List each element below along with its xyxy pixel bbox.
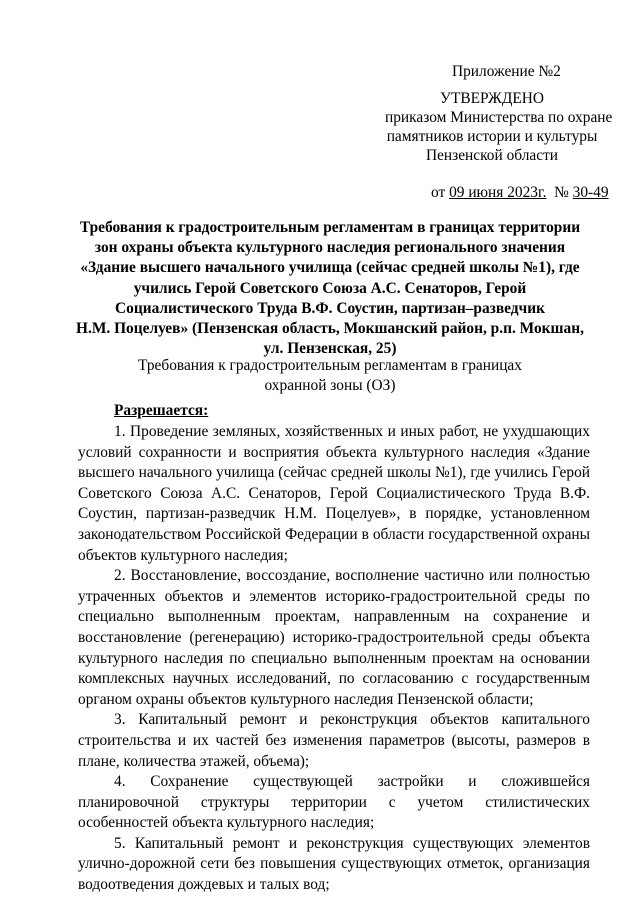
title-line: зон охраны объекта культурного наследия регионального значения: [94, 239, 566, 257]
title-line: Требования к градостроительным регламентам в границах территории: [79, 219, 581, 236]
appendix-label: Приложение №2: [452, 63, 561, 80]
subtitle-line: охранной зоны (ОЗ): [264, 376, 396, 394]
approved-line: Пензенской области: [425, 147, 559, 164]
permitted-heading: Разрешается:: [114, 402, 209, 419]
approved-line: УТВЕРЖДЕНО: [440, 90, 544, 107]
approved-line: памятников истории и культуры: [386, 128, 598, 145]
title-line: Н.М. Поцелуев» (Пензенская область, Мокшанский район, р.п. Мокшан,: [76, 320, 584, 338]
title-line: ул. Пензенская, 25): [263, 340, 397, 358]
section-subtitle: [60, 356, 600, 395]
approval-stamp: [385, 89, 613, 165]
list-item: 4. Сохранение существующей застройки и сложившейся планировочной структуры территории с учетом стилистических особенностей объекта культурного наследия;: [78, 773, 590, 832]
title-line: Социалистического Труда В.Ф. Соустин, партизан–разведчик: [115, 299, 545, 317]
title-line: учились Герой Советского Союза А.С. Сенаторов, Герой: [133, 279, 527, 297]
list-item: 3. Капитальный ремонт и реконструкция объектов капитального строительства и их частей без изменения параметров (высоты, размеров в плане, количества этажей, объема);: [78, 711, 590, 770]
order-number-prefix: №: [546, 184, 573, 201]
order-prefix: от: [431, 184, 450, 201]
order-date: 09 июня 2023г.: [449, 184, 547, 201]
title-line: «Здание высшего начального училища (сейчас средней школы №1), где: [80, 259, 580, 277]
approved-line: приказом Министерства по охране: [385, 109, 613, 126]
document-title: [60, 218, 600, 359]
order-number: 30-49: [572, 184, 609, 201]
list-item: 2. Восстановление, воссоздание, восполнение частично или полностью утраченных объектов и элементов историко-градостроительной среды по специально выполненным проектам, направленным на сохранение и восстановление (регенерацию) историко-градостроительной среды объекта культурного наследия по специально выполненным проектам на основании комплексных научных исследований, по согласованию с государственным органом охраны объектов культурного наследия Пензенской области;: [78, 567, 590, 708]
permitted-list: [78, 422, 590, 896]
list-item: 5. Капитальный ремонт и реконструкция существующих элементов улично-дорожной сети без повышения существующих отметок, организация водоотведения дождевых и талых вод;: [78, 834, 590, 894]
subtitle-line: Требования к градостроительным регламентам в границах: [138, 357, 522, 374]
order-reference: [431, 183, 609, 204]
list-item: 1. Проведение земляных, хозяйственных и иных работ, не ухудшающих условий сохранности и восприятия объекта культурного наследия «Здание высшего начального училища (сейчас средней школы №1), где учились Герой Советского Союза А.С. Сенаторов, Герой Социалистического Труда В.Ф. Соустин, партизан-разведчик Н.М. Поцелуев», в порядке, установленном законодательством Российской Федерации в области государственной охраны объектов культурного наследия;: [78, 423, 590, 564]
